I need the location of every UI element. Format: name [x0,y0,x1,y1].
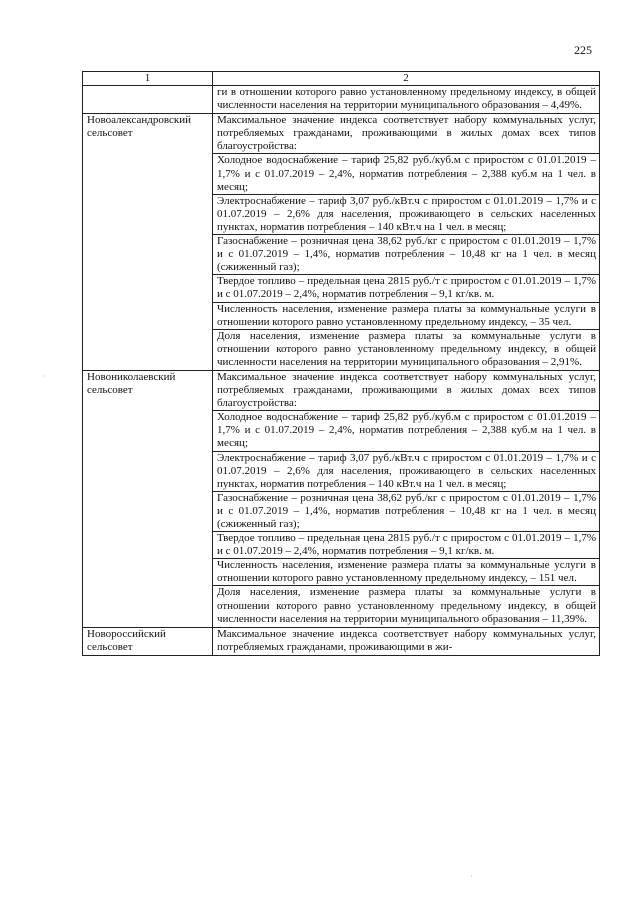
description-paragraph: Максимальное значение индекса соответствует набору коммунальных услуг, потребляемых гражданами, проживающими в жилых домах всех типов благоустройства: [213,114,599,154]
municipality-name: Новороссийский сельсовет [87,627,166,653]
continuation-text: ги в отношении которого равно установленному предельному индексу, в общей численности населения на территории муниципального образования – 4,49%. [217,86,596,112]
page-number: 225 [574,43,592,57]
solid-fuel-paragraph: Твердое топливо – предельная цена 2815 руб./т с приростом с 01.01.2019 – 1,7% и с 01.07.2019 – 2,4%, норматив потребления – 9,1 кг/кв. м. [213,275,599,302]
solid-fuel-paragraph: Твердое топливо – предельная цена 2815 руб./т с приростом с 01.01.2019 – 1,7% и с 01.07.2019 – 2,4%, норматив потребления – 9,1 кг/кв. м. [213,532,599,559]
electricity-paragraph: Электроснабжение – тариф 3,07 руб./кВт.ч с приростом с 01.01.2019 – 1,7% и с 01.07.2019 – 2,6% для населения, проживающего в сельских населенных пунктах, норматив потребления – 140 кВт.ч на 1 чел. в месяц; [213,452,599,492]
description-cell [213,627,600,655]
continuation-name-cell [83,86,213,114]
municipality-name-cell [83,370,213,627]
population-count-paragraph: Численность населения, изменение размера платы за коммунальные услуги в отношении которого равно установленному предельному индексу, – 151 чел. [213,559,599,586]
population-count-paragraph: Численность населения, изменение размера платы за коммунальные услуги в отношении которого равно установленному предельному индексу, – 35 чел. [213,303,599,330]
scan-speck: · [470,872,473,881]
municipal-index-table [82,71,600,656]
table-row-novonikolaevsky [83,370,600,627]
gas-paragraph: Газоснабжение – розничная цена 38,62 руб./кг с приростом с 01.01.2019 – 1,7% и с 01.07.2019 – 1,4%, норматив потребления – 10,48 кг на 1 чел. в месяц (сжиженный газ); [213,492,599,532]
description-paragraph: Максимальное значение индекса соответствует набору коммунальных услуг, потребляемых гражданами, проживающими в жилых домах всех типов благоустройства: [213,371,599,411]
column-header-1: 1 [83,72,213,86]
municipality-name-cell [83,627,213,655]
municipality-name-cell [83,114,213,371]
description-paragraph: Максимальное значение индекса соответствует набору коммунальных услуг, потребляемых гражданами, проживающими в жи- [217,627,596,653]
municipality-name: Новониколаевский сельсовет [87,370,176,397]
table-row-continuation [83,86,600,114]
table-row-novorossiysky [83,627,600,655]
water-supply-paragraph: Холодное водоснабжение – тариф 25,82 руб./куб.м с приростом с 01.01.2019 – 1,7% и с 01.07.2019 – 2,4%, норматив потребления – 2,388 куб.м на 1 чел. в месяц; [213,154,599,194]
table-row-novoaleksandrovsky [83,114,600,371]
population-share-paragraph: Доля населения, изменение размера платы за коммунальные услуги в отношении которого равно установленному предельному индексу, в общей численности населения на территории муниципального образования – 11,39%. [217,586,596,625]
municipality-name: Новоалександровский сельсовет [87,114,191,140]
column-header-2: 2 [213,72,600,86]
description-cell [213,370,600,627]
scan-speck: · [42,372,45,381]
electricity-paragraph: Электроснабжение – тариф 3,07 руб./кВт.ч с приростом с 01.01.2019 – 1,7% и с 01.07.2019 – 2,6% для населения, проживающего в сельских населенных пунктах, норматив потребления – 140 кВт.ч на 1 чел. в месяц; [213,195,599,235]
population-share-paragraph: Доля населения, изменение размера платы за коммунальные услуги в отношении которого равно установленному предельному индексу, в общей численности населения на территории муниципального образования – 2,91%. [217,329,596,368]
gas-paragraph: Газоснабжение – розничная цена 38,62 руб./кг с приростом с 01.01.2019 – 1,7% и с 01.07.2019 – 1,4%, норматив потребления – 10,48 кг на 1 чел. в месяц (сжиженный газ); [213,235,599,275]
continuation-text-cell [213,86,600,114]
header-row [83,72,600,86]
description-cell [213,114,600,371]
water-supply-paragraph: Холодное водоснабжение – тариф 25,82 руб./куб.м с приростом с 01.01.2019 – 1,7% и с 01.07.2019 – 2,4%, норматив потребления – 2,388 куб.м на 1 чел. в месяц; [213,411,599,451]
